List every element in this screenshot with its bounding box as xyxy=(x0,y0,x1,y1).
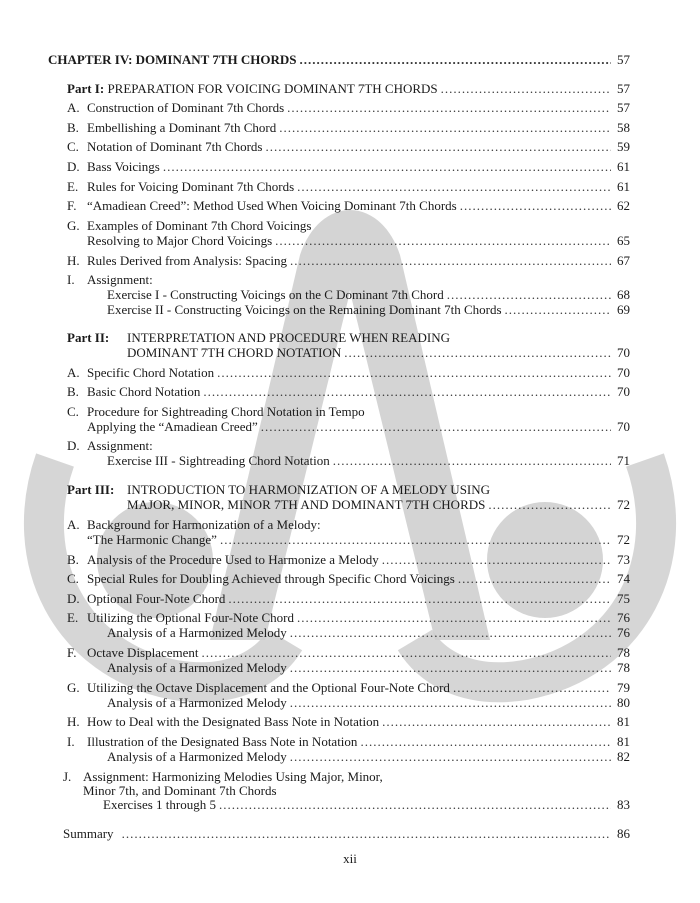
toc-exercise[interactable] xyxy=(107,287,630,302)
subentry-title: Analysis of a Harmonized Melody xyxy=(107,749,287,764)
entry-title: Bass Voicings xyxy=(87,159,160,174)
entry-letter: C. xyxy=(67,404,79,419)
leader-dots xyxy=(505,302,611,317)
entry-title: How to Deal with the Designated Bass Note in Notation xyxy=(87,714,380,729)
toc-subentry[interactable] xyxy=(107,695,630,710)
leader-dots xyxy=(453,680,611,695)
entry-title-cont: Resolving to Major Chord Voicings xyxy=(87,233,273,248)
entry-letter: A. xyxy=(67,365,80,380)
entry-letter: F. xyxy=(67,198,77,213)
leader-dots xyxy=(299,52,611,67)
entry-letter: J. xyxy=(63,769,72,784)
toc-entry-first-line[interactable] xyxy=(67,404,365,419)
page-ref: 81 xyxy=(617,734,630,749)
entry-title: Rules for Voicing Dominant 7th Chords xyxy=(87,179,295,194)
exercise-title: Exercise III - Sightreading Chord Notation xyxy=(107,453,330,468)
page-ref: 67 xyxy=(617,253,630,268)
part-label: Part I: xyxy=(67,81,105,96)
page-ref: 80 xyxy=(617,695,630,710)
entry-title: Illustration of the Designated Bass Note in Notation xyxy=(87,734,358,749)
page-ref: 82 xyxy=(617,749,630,764)
leader-dots xyxy=(163,159,611,174)
toc-entry[interactable] xyxy=(67,610,630,625)
toc-entry[interactable] xyxy=(67,384,630,399)
entry-letter: B. xyxy=(67,120,79,135)
toc-entry[interactable] xyxy=(67,571,630,586)
leader-dots xyxy=(333,453,611,468)
part-heading-first-line[interactable] xyxy=(67,330,450,345)
part-title: PREPARATION FOR VOICING DOMINANT 7TH CHORDS xyxy=(107,81,438,96)
toc-entry[interactable] xyxy=(87,532,630,547)
entry-letter: I. xyxy=(67,272,75,287)
subentry-title: Analysis of a Harmonized Melody xyxy=(107,695,287,710)
leader-dots xyxy=(122,826,611,841)
toc-entry-first-line[interactable] xyxy=(67,272,153,287)
leader-dots xyxy=(360,734,611,749)
entry-letter: B. xyxy=(67,384,79,399)
leader-dots xyxy=(228,591,611,606)
part-heading[interactable] xyxy=(127,497,630,512)
entry-title: Construction of Dominant 7th Chords xyxy=(87,100,285,115)
leader-dots xyxy=(279,120,611,135)
page-ref: 72 xyxy=(617,532,630,547)
toc-entry-first-line[interactable] xyxy=(67,438,153,453)
leader-dots xyxy=(275,233,611,248)
entry-letter: G. xyxy=(67,680,80,695)
entry-title: Specific Chord Notation xyxy=(87,365,215,380)
leader-dots xyxy=(460,198,611,213)
entry-title: Assignment: xyxy=(87,438,153,453)
page-ref: 57 xyxy=(617,81,630,96)
toc-entry-first-line[interactable] xyxy=(67,517,321,532)
part-title: INTRODUCTION TO HARMONIZATION OF A MELODY USING xyxy=(127,482,491,497)
toc-entry[interactable] xyxy=(67,714,630,729)
entry-title: Notation of Dominant 7th Chords xyxy=(87,139,263,154)
toc-subentry[interactable] xyxy=(107,660,630,675)
part-label: Part II: xyxy=(67,330,110,345)
page-ref: 81 xyxy=(617,714,630,729)
chapter-title: CHAPTER IV: DOMINANT 7TH CHORDS xyxy=(48,52,297,67)
entry-title: Examples of Dominant 7th Chord Voicings xyxy=(87,218,312,233)
part-title-cont: DOMINANT 7TH CHORD NOTATION xyxy=(127,345,342,360)
entry-title: Special Rules for Doubling Achieved through Specific Chord Voicings xyxy=(87,571,455,586)
toc-entry-first-line[interactable] xyxy=(67,218,311,233)
page-ref: 65 xyxy=(617,233,630,248)
toc-entry[interactable] xyxy=(67,139,630,154)
entry-title: Utilizing the Optional Four-Note Chord xyxy=(87,610,294,625)
entry-title: Optional Four-Note Chord xyxy=(87,591,226,606)
exercise-title: Exercise I - Constructing Voicings on the C Dominant 7th Chord xyxy=(107,287,444,302)
toc-exercise[interactable] xyxy=(107,302,630,317)
page-number: xii xyxy=(343,851,357,866)
entry-title: Background for Harmonization of a Melody: xyxy=(87,517,321,532)
toc-subentry[interactable] xyxy=(103,797,630,812)
toc-subentry[interactable] xyxy=(107,749,630,764)
subentry-title: Analysis of a Harmonized Melody xyxy=(107,625,287,640)
page-ref: 78 xyxy=(617,660,630,675)
page-ref: 76 xyxy=(617,625,630,640)
page-ref: 61 xyxy=(617,159,630,174)
leader-dots xyxy=(488,497,611,512)
toc-entry[interactable] xyxy=(67,645,630,660)
leader-dots xyxy=(290,253,611,268)
entry-title: Embellishing a Dominant 7th Chord xyxy=(87,120,277,135)
page-ref: 86 xyxy=(617,826,630,841)
leader-dots xyxy=(290,695,611,710)
leader-dots xyxy=(203,384,611,399)
page-ref: 61 xyxy=(617,179,630,194)
entry-letter: C. xyxy=(67,571,79,586)
toc-entry[interactable] xyxy=(67,179,630,194)
page-ref: 70 xyxy=(617,384,630,399)
leader-dots xyxy=(290,625,611,640)
entry-title: Utilizing the Octave Displacement and the Optional Four-Note Chord xyxy=(87,680,450,695)
part-title-cont: MAJOR, MINOR, MINOR 7TH AND DOMINANT 7TH CHORDS xyxy=(127,497,486,512)
toc-entry[interactable] xyxy=(87,419,630,434)
leader-dots xyxy=(447,287,611,302)
entry-letter: G. xyxy=(67,218,80,233)
entry-letter: E. xyxy=(67,179,79,194)
exercise-title: Exercise II - Constructing Voicings on the Remaining Dominant 7th Chords xyxy=(107,302,502,317)
leader-dots xyxy=(458,571,611,586)
part-title: INTERPRETATION AND PROCEDURE WHEN READING xyxy=(127,330,450,345)
entry-letter: D. xyxy=(67,438,80,453)
page-ref: 83 xyxy=(617,797,630,812)
entry-letter: A. xyxy=(67,100,80,115)
page-ref: 62 xyxy=(617,198,630,213)
page-ref: 73 xyxy=(617,552,630,567)
entry-title: Assignment: xyxy=(87,272,153,287)
entry-title-cont: Minor 7th, and Dominant 7th Chords xyxy=(83,783,277,798)
chapter-heading[interactable] xyxy=(48,52,630,67)
leader-dots xyxy=(382,714,611,729)
page-ref: 57 xyxy=(617,100,630,115)
page-ref: 70 xyxy=(617,365,630,380)
subentry-title: Exercises 1 through 5 xyxy=(103,797,217,812)
leader-dots xyxy=(290,749,611,764)
leader-dots xyxy=(297,179,611,194)
page-ref: 79 xyxy=(617,680,630,695)
entry-title: Assignment: Harmonizing Melodies Using Major, Minor, xyxy=(83,769,383,784)
leader-dots xyxy=(344,345,611,360)
part-heading-first-line[interactable] xyxy=(67,482,490,497)
entry-letter: D. xyxy=(67,159,80,174)
toc-subentry[interactable] xyxy=(107,625,630,640)
entry-letter: F. xyxy=(67,645,77,660)
page-ref: 76 xyxy=(617,610,630,625)
summary-title: Summary xyxy=(63,826,114,841)
part-heading[interactable] xyxy=(67,81,630,96)
toc-entry-second-line[interactable] xyxy=(83,783,277,798)
leader-dots xyxy=(261,419,611,434)
toc-entry[interactable] xyxy=(67,120,630,135)
entry-letter: I. xyxy=(67,734,75,749)
toc-entry[interactable] xyxy=(67,591,630,606)
leader-dots xyxy=(441,81,611,96)
toc-entry[interactable] xyxy=(67,253,630,268)
page-ref: 57 xyxy=(617,52,630,67)
toc-entry[interactable] xyxy=(67,159,630,174)
page-ref: 74 xyxy=(617,571,630,586)
page-ref: 69 xyxy=(617,302,630,317)
entry-title: Octave Displacement xyxy=(87,645,199,660)
page-ref: 70 xyxy=(617,419,630,434)
toc-entry[interactable] xyxy=(67,100,630,115)
leader-dots xyxy=(290,660,611,675)
leader-dots xyxy=(382,552,611,567)
page-ref: 72 xyxy=(617,497,630,512)
page-ref: 71 xyxy=(617,453,630,468)
subentry-title: Analysis of a Harmonized Melody xyxy=(107,660,287,675)
entry-letter: C. xyxy=(67,139,79,154)
leader-dots xyxy=(266,139,612,154)
toc-entry[interactable] xyxy=(67,734,630,749)
page-ref: 59 xyxy=(617,139,630,154)
entry-letter: A. xyxy=(67,517,80,532)
entry-letter: H. xyxy=(67,714,80,729)
leader-dots xyxy=(219,797,611,812)
page-ref: 75 xyxy=(617,591,630,606)
toc-entry[interactable] xyxy=(87,233,630,248)
entry-title: Procedure for Sightreading Chord Notation in Tempo xyxy=(87,404,365,419)
entry-title: Analysis of the Procedure Used to Harmonize a Melody xyxy=(87,552,379,567)
leader-dots xyxy=(217,365,611,380)
part-label: Part III: xyxy=(67,482,115,497)
leader-dots xyxy=(297,610,611,625)
page-ref: 68 xyxy=(617,287,630,302)
entry-title-cont: Applying the “Amadiean Creed” xyxy=(87,419,258,434)
entry-letter: B. xyxy=(67,552,79,567)
toc-entry[interactable] xyxy=(67,552,630,567)
entry-letter: E. xyxy=(67,610,79,625)
toc-entry-first-line[interactable] xyxy=(63,769,383,784)
toc-entry[interactable] xyxy=(67,365,630,380)
leader-dots xyxy=(202,645,611,660)
entry-letter: H. xyxy=(67,253,80,268)
toc-entry[interactable] xyxy=(67,198,630,213)
entry-title-cont: “The Harmonic Change” xyxy=(87,532,217,547)
toc-exercise[interactable] xyxy=(107,453,630,468)
page-ref: 70 xyxy=(617,345,630,360)
leader-dots xyxy=(220,532,611,547)
page-ref: 78 xyxy=(617,645,630,660)
leader-dots xyxy=(287,100,611,115)
entry-letter: D. xyxy=(67,591,80,606)
toc-entry[interactable] xyxy=(67,680,630,695)
toc-summary[interactable] xyxy=(63,826,630,841)
entry-title: Rules Derived from Analysis: Spacing xyxy=(87,253,288,268)
part-heading[interactable] xyxy=(127,345,630,360)
entry-title: Basic Chord Notation xyxy=(87,384,201,399)
page-ref: 58 xyxy=(617,120,630,135)
entry-title: “Amadiean Creed”: Method Used When Voicing Dominant 7th Chords xyxy=(87,198,457,213)
